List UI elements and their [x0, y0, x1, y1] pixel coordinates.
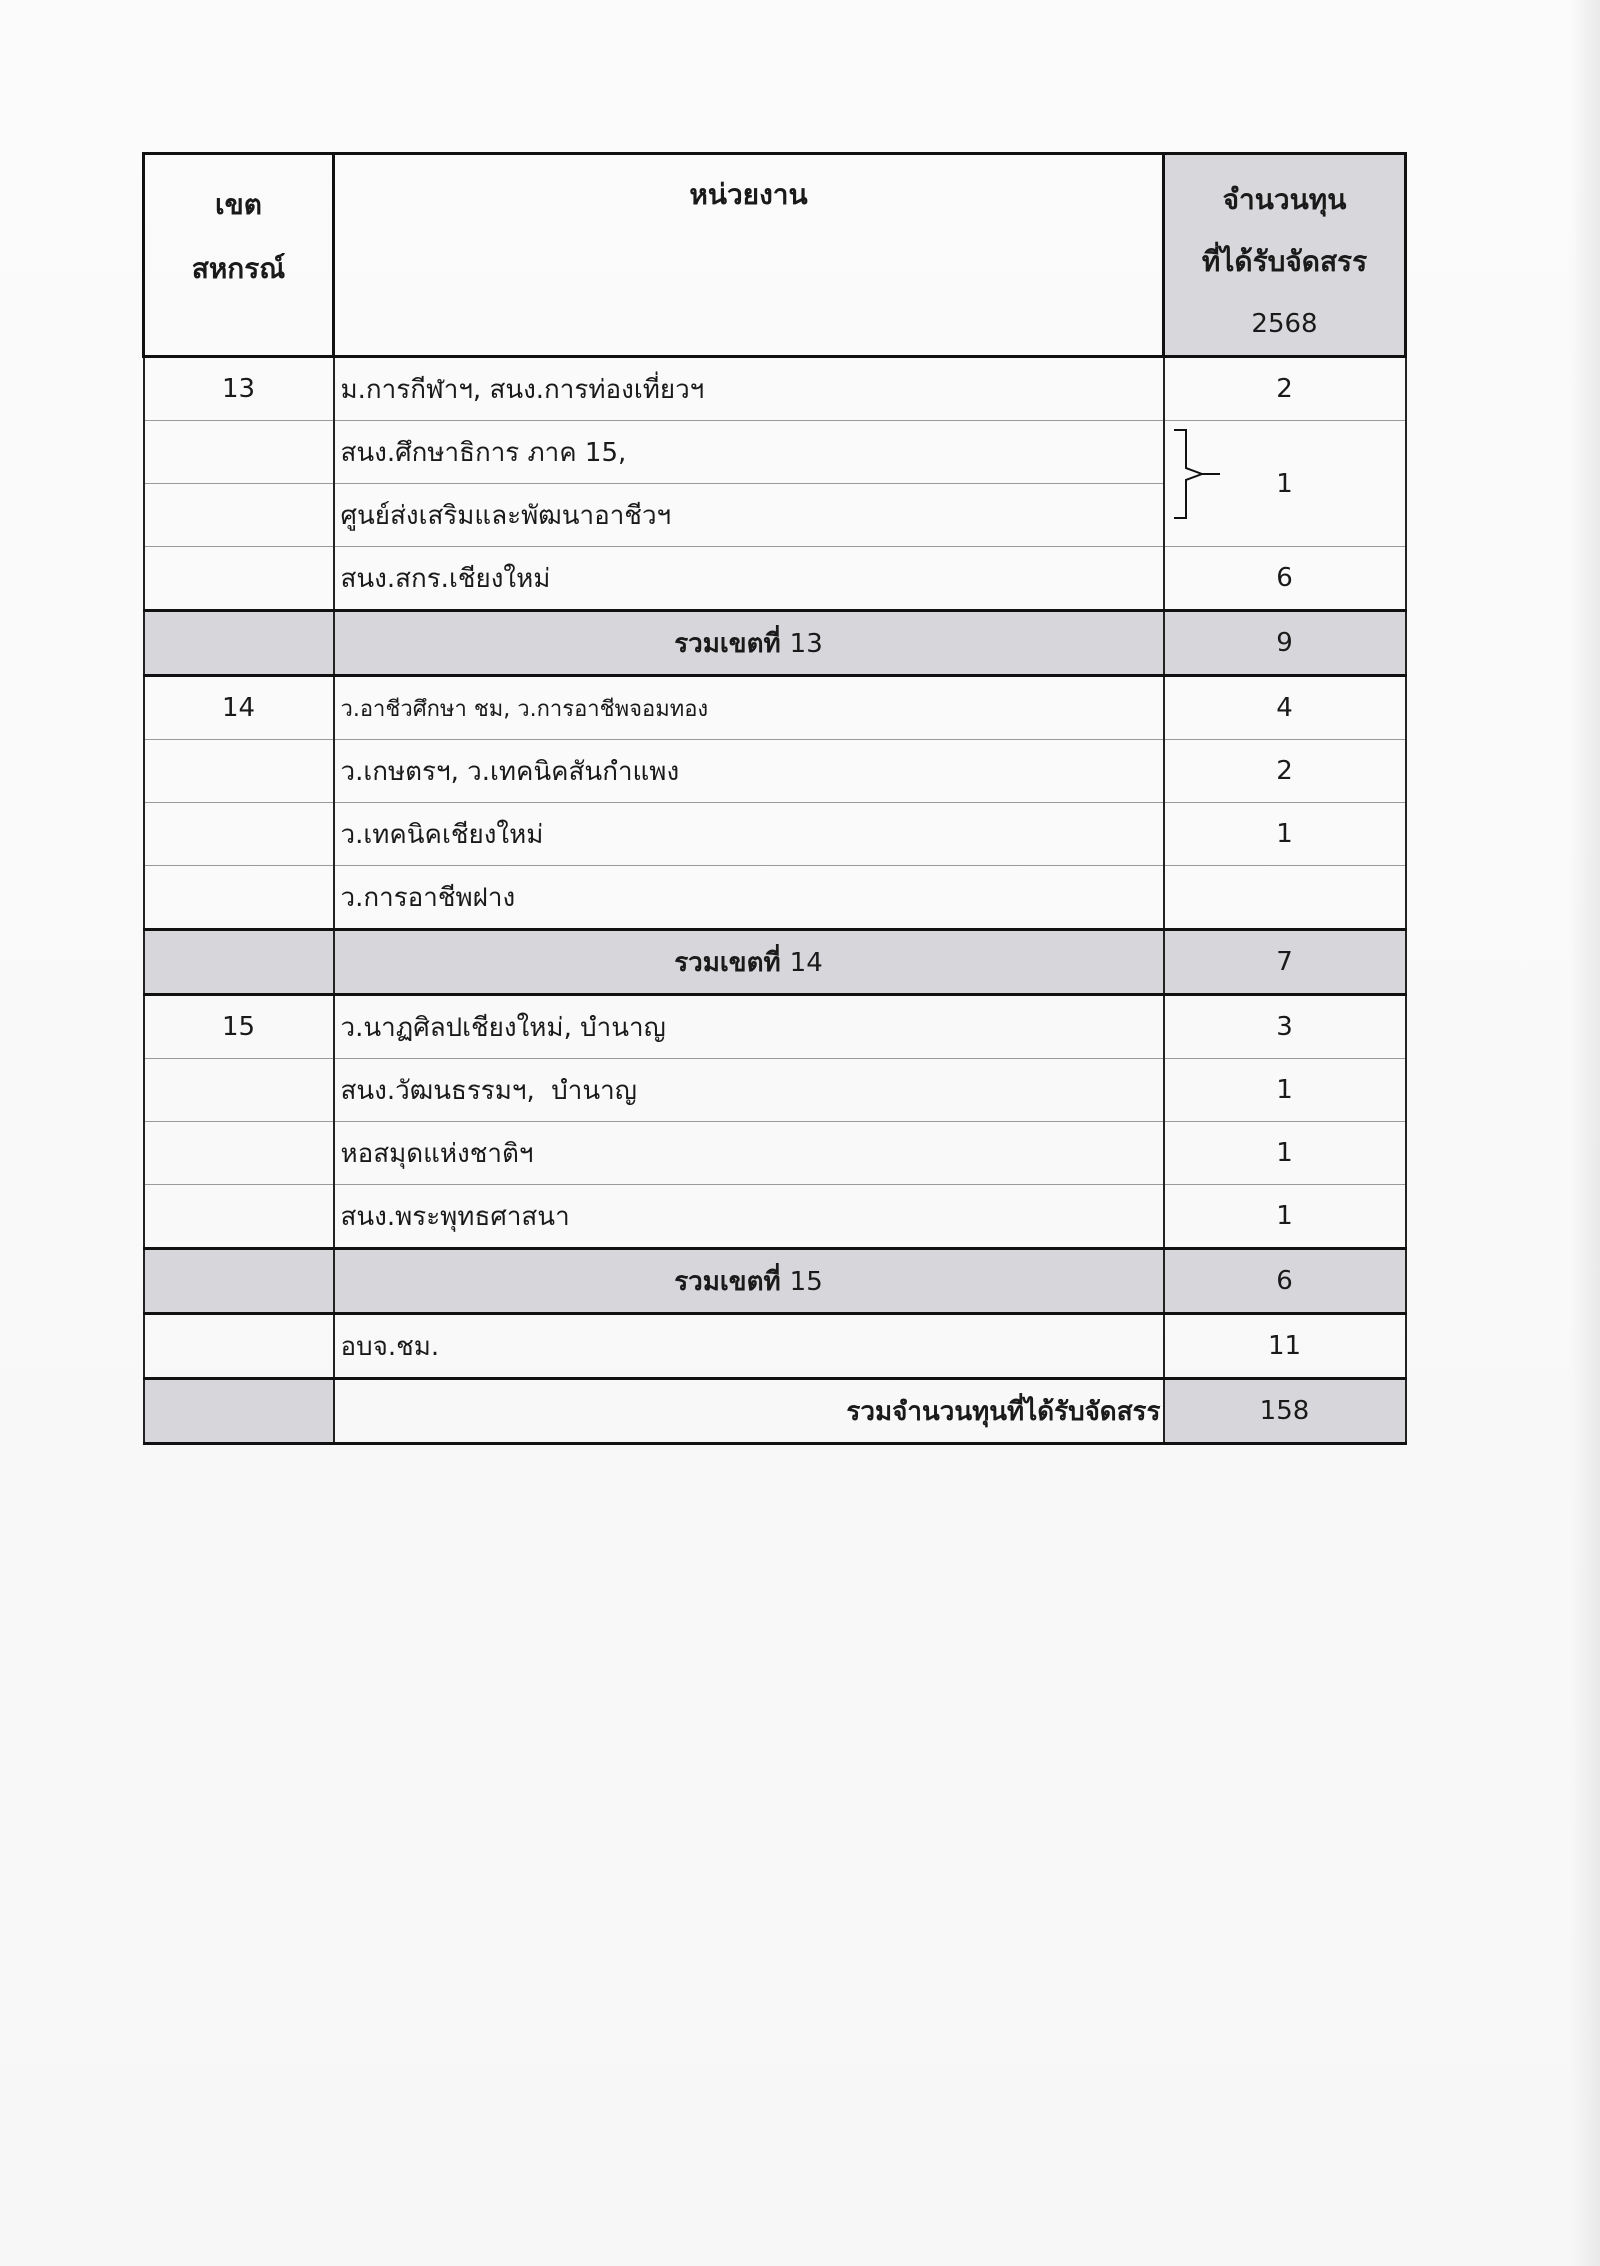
zone-cell: 15 — [144, 995, 334, 1059]
header-zone — [144, 154, 334, 357]
agency-cell: หอสมุดแห่งชาติฯ — [334, 1122, 1164, 1185]
funds-cell: 1 — [1164, 421, 1406, 547]
subtotal-zone-cell — [144, 1249, 334, 1314]
subtotal-value: 6 — [1164, 1249, 1406, 1314]
funds-cell: 1 — [1164, 1185, 1406, 1249]
agency-cell: สนง.วัฒนธรรมฯ, บำนาญ — [334, 1059, 1164, 1122]
table-row — [144, 547, 1406, 611]
funds-cell: 3 — [1164, 995, 1406, 1059]
subtotal-value: 7 — [1164, 930, 1406, 995]
table-row — [144, 357, 1406, 421]
funds-cell: 2 — [1164, 740, 1406, 803]
table-row — [144, 1059, 1406, 1122]
funds-cell — [1164, 866, 1406, 930]
agency-cell: อบจ.ชม. — [334, 1314, 1164, 1379]
subtotal-zone-cell — [144, 611, 334, 676]
subtotal-zone-cell — [144, 930, 334, 995]
subtotal-label — [334, 611, 1164, 676]
subtotal-label — [334, 930, 1164, 995]
zone-cell — [144, 803, 334, 866]
header-zone-line2: สหกรณ์ — [191, 252, 286, 285]
subtotal-zone-number: 15 — [789, 1266, 823, 1297]
zone-cell — [144, 1314, 334, 1379]
agency-cell: ว.นาฏศิลปเชียงใหม่, บำนาญ — [334, 995, 1164, 1059]
agency-cell: ว.อาชีวศึกษา ชม, ว.การอาชีพจอมทอง — [334, 676, 1164, 740]
header-funds — [1164, 154, 1406, 357]
agency-cell: สนง.สกร.เชียงใหม่ — [334, 547, 1164, 611]
zone-cell — [144, 1185, 334, 1249]
grouping-brace-icon — [1172, 428, 1222, 520]
zone-cell: 14 — [144, 676, 334, 740]
agency-cell: ว.เทคนิคเชียงใหม่ — [334, 803, 1164, 866]
scan-edge-shadow — [1570, 0, 1600, 2266]
table-row — [144, 676, 1406, 740]
funds-cell: 1 — [1164, 1059, 1406, 1122]
agency-cell: ม.การกีฬาฯ, สนง.การท่องเที่ยวฯ — [334, 357, 1164, 421]
zone-cell: 13 — [144, 357, 334, 421]
header-agency: หน่วยงาน — [334, 154, 1164, 357]
grand-total-row — [144, 1379, 1406, 1444]
agency-cell: ว.การอาชีพฝาง — [334, 866, 1164, 930]
grand-total-value: 158 — [1164, 1379, 1406, 1444]
zone-cell — [144, 421, 334, 484]
subtotal-zone-number: 14 — [789, 947, 823, 978]
subtotal-zone-number: 13 — [789, 628, 823, 659]
funds-cell: 11 — [1164, 1314, 1406, 1379]
header-funds-year: 2568 — [1251, 309, 1318, 339]
funds-cell: 6 — [1164, 547, 1406, 611]
funds-cell: 1 — [1164, 1122, 1406, 1185]
subtotal-label-text: รวมเขตที่ — [674, 947, 781, 978]
agency-cell: ศูนย์ส่งเสริมและพัฒนาอาชีวฯ — [334, 484, 1164, 547]
subtotal-label-text: รวมเขตที่ — [674, 1266, 781, 1297]
zone-cell — [144, 1059, 334, 1122]
table-row — [144, 740, 1406, 803]
zone-cell — [144, 866, 334, 930]
funds-cell: 4 — [1164, 676, 1406, 740]
header-funds-line2: ที่ได้รับจัดสรร — [1201, 245, 1368, 278]
zone-cell — [144, 484, 334, 547]
grand-total-zone-cell — [144, 1379, 334, 1444]
header-funds-line1: จำนวนทุน — [1222, 183, 1347, 216]
agency-cell: สนง.พระพุทธศาสนา — [334, 1185, 1164, 1249]
subtotal-label — [334, 1249, 1164, 1314]
table-row — [144, 1185, 1406, 1249]
agency-cell: สนง.ศึกษาธิการ ภาค 15, — [334, 421, 1164, 484]
grand-total-label: รวมจำนวนทุนที่ได้รับจัดสรร — [334, 1379, 1164, 1444]
subtotal-label-text: รวมเขตที่ — [674, 628, 781, 659]
zone-cell — [144, 740, 334, 803]
agency-cell: ว.เกษตรฯ, ว.เทคนิคสันกำแพง — [334, 740, 1164, 803]
table-header-row — [144, 154, 1406, 357]
allocation-table — [142, 152, 1407, 1445]
funds-cell: 1 — [1164, 803, 1406, 866]
zone-cell — [144, 547, 334, 611]
subtotal-value: 9 — [1164, 611, 1406, 676]
table-row — [144, 803, 1406, 866]
subtotal-row — [144, 930, 1406, 995]
header-zone-line1: เขต — [215, 188, 262, 221]
table-row — [144, 1122, 1406, 1185]
zone-cell — [144, 1122, 334, 1185]
table-row — [144, 995, 1406, 1059]
subtotal-row — [144, 1249, 1406, 1314]
funds-cell: 2 — [1164, 357, 1406, 421]
table-row — [144, 1314, 1406, 1379]
subtotal-row — [144, 611, 1406, 676]
table-row — [144, 866, 1406, 930]
